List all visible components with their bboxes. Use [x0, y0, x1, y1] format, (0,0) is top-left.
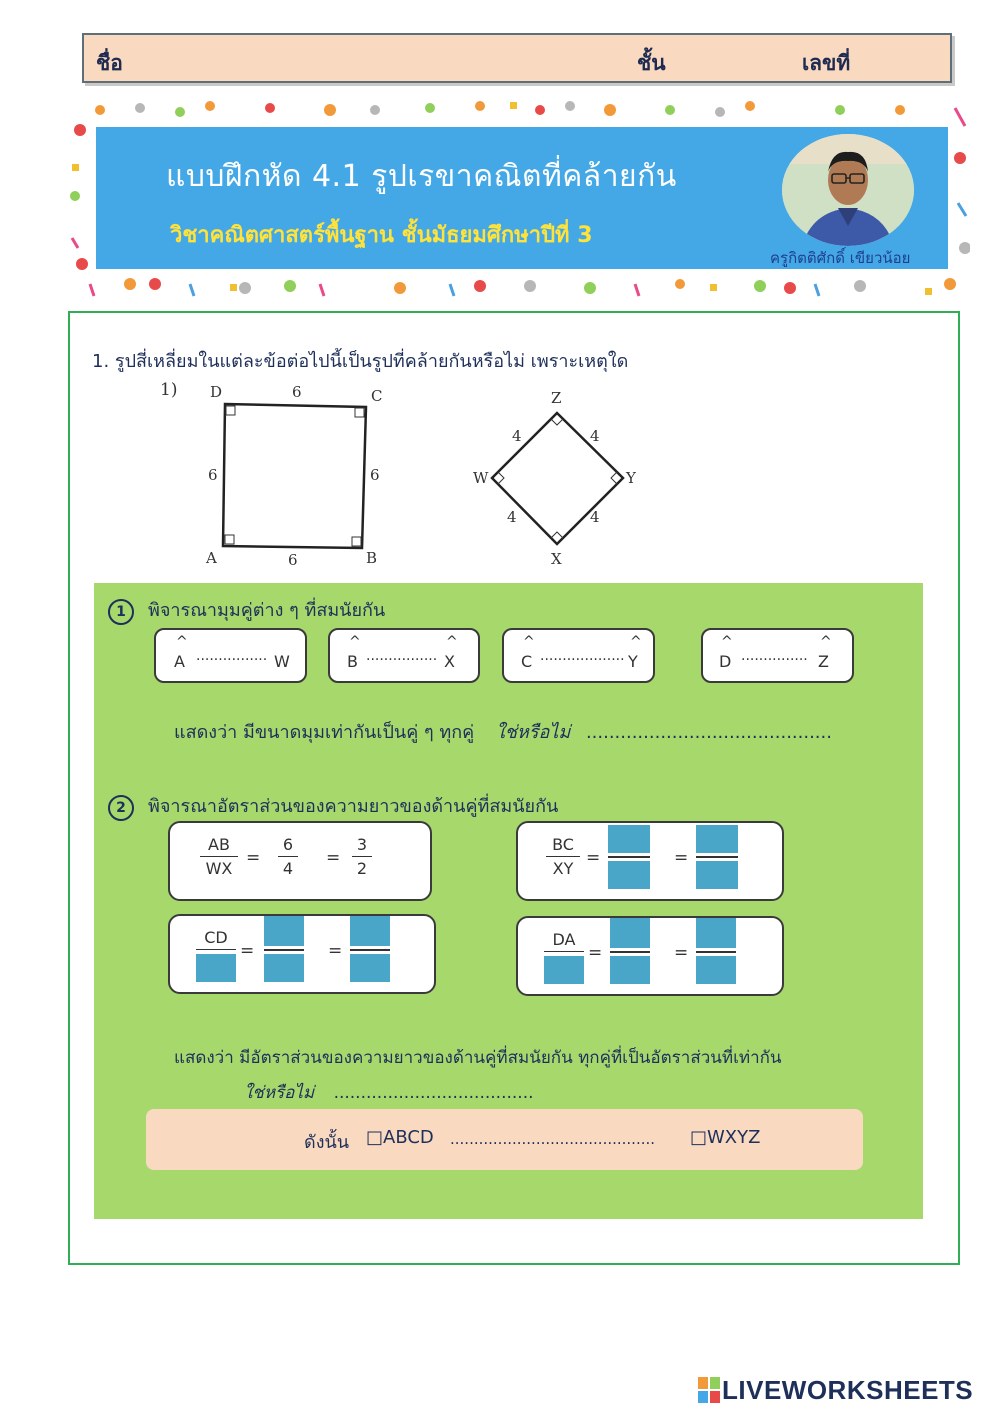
step2-show-text: แสดงว่า มีอัตราส่วนของความยาวของด้านคู่ที่สมนัยกัน ทุกคู่ที่เป็นอัตราส่วนที่เท่ากัน: [174, 1048, 782, 1068]
angle-right: Z: [818, 652, 829, 671]
conclusion-box: [146, 1109, 863, 1170]
vertex-y: Y: [626, 469, 636, 487]
liveworksheets-logo: [698, 1375, 973, 1406]
blank-numerator[interactable]: [696, 825, 738, 853]
ratio-cd: [168, 914, 436, 994]
angle-pair-b-x: [328, 628, 480, 683]
blank-denominator[interactable]: [610, 956, 650, 984]
step1-yes-no: ใช่หรือไม่: [495, 722, 571, 743]
conclusion-answer-blank[interactable]: ...........................................: [450, 1130, 656, 1148]
blank-denominator[interactable]: [608, 861, 650, 889]
side-yx: 4: [590, 508, 600, 526]
hat-mark: ^: [630, 634, 642, 650]
fraction-bar: [264, 949, 304, 951]
side-da: 6: [208, 466, 218, 484]
angle-pair-a-w: [154, 628, 307, 683]
equals-sign: =: [240, 941, 255, 961]
vertex-c: C: [371, 387, 383, 405]
equals-sign: =: [586, 848, 601, 868]
angle-pair-d-z: [701, 628, 854, 683]
angle-pair-c-y: [502, 628, 655, 683]
question-text: 1. รูปสี่เหลี่ยมในแต่ละข้อต่อไปนี้เป็นรูปที่คล้ายกันหรือไม่ เพราะเหตุใด: [92, 351, 629, 372]
figures-diagram: [190, 378, 670, 578]
fraction-3-2: [352, 835, 372, 878]
shape-wxyz: □WXYZ: [690, 1127, 761, 1148]
side-ab: 6: [288, 551, 298, 569]
worksheet-subtitle: วิชาคณิตศาสตร์พื้นฐาน ชั้นมัธยมศึกษาปีที่ 3: [170, 223, 593, 248]
hat-mark: ^: [523, 634, 535, 650]
numerator: CD: [196, 928, 236, 950]
blank-denominator[interactable]: [264, 954, 304, 982]
fraction-da: [544, 930, 584, 952]
fraction-bar: [610, 951, 650, 953]
step2-conclusion: [244, 1079, 534, 1106]
angle-right: Y: [628, 652, 638, 671]
blank-numerator[interactable]: [608, 825, 650, 853]
hat-mark: ^: [349, 634, 361, 650]
denominator: WX: [205, 859, 233, 878]
ratio-ab-wx: [168, 821, 432, 901]
step2-number: 2: [108, 795, 134, 821]
equals-sign: =: [328, 941, 343, 961]
blank-numerator[interactable]: [264, 916, 304, 946]
answer-blank[interactable]: ................: [196, 648, 268, 664]
step1-title: พิจารณามุมคู่ต่าง ๆ ที่สมนัยกัน: [148, 600, 386, 621]
teacher-name: ครูกิตติศักดิ์ เขียวน้อย: [770, 249, 911, 267]
side-wz: 4: [512, 427, 522, 445]
fraction-bar: [696, 856, 738, 858]
answer-blank[interactable]: ...................: [540, 648, 625, 664]
blank-denominator[interactable]: [350, 954, 390, 982]
equals-sign: =: [326, 848, 341, 868]
step2-heading: [108, 791, 558, 821]
angle-right: W: [274, 652, 290, 671]
logo-icon: [698, 1377, 720, 1403]
ratio-da: [516, 916, 784, 996]
equals-sign: =: [588, 943, 603, 963]
rhombus-wxyz: [473, 389, 637, 568]
sub-question-label: 1): [160, 380, 178, 400]
number-label: เลขที่: [802, 51, 851, 75]
fraction-ab-wx: [200, 835, 238, 878]
step2-yes-no: ใช่หรือไม่: [244, 1083, 315, 1103]
side-cb: 6: [370, 466, 380, 484]
step1-number: 1: [108, 599, 134, 625]
numerator: DA: [544, 930, 584, 952]
denominator: 2: [356, 859, 368, 878]
fraction-bar: [696, 951, 736, 953]
fraction-bar: [608, 856, 650, 858]
vertex-b: B: [366, 549, 378, 567]
fraction-6-4: [278, 835, 298, 878]
hat-mark: ^: [446, 634, 458, 650]
numerator: AB: [200, 835, 238, 857]
vertex-w: W: [473, 469, 489, 487]
side-dc: 6: [292, 383, 302, 401]
numerator: 6: [278, 835, 298, 857]
conclusion-prefix: ดังนั้น: [304, 1132, 350, 1153]
fraction-cd: [196, 928, 236, 950]
step1-heading: [108, 595, 385, 625]
student-info-bar: [82, 33, 952, 83]
numerator: 3: [352, 835, 372, 857]
equals-sign: =: [674, 943, 689, 963]
step2-answer-blank[interactable]: .....................................: [333, 1083, 534, 1103]
worksheet-title: แบบฝึกหัด 4.1 รูปเรขาคณิตที่คล้ายกัน: [166, 159, 677, 194]
equals-sign: =: [246, 848, 261, 868]
step1-show-text: แสดงว่า มีขนาดมุมเท่ากันเป็นคู่ ๆ ทุกคู่: [174, 722, 475, 743]
blank-denominator[interactable]: [696, 861, 738, 889]
vertex-x: X: [551, 550, 562, 568]
vertex-z: Z: [551, 389, 562, 407]
blank-numerator[interactable]: [696, 918, 736, 948]
teacher-avatar: [782, 134, 914, 246]
fraction-bar: [350, 949, 390, 951]
blank-denominator[interactable]: [544, 956, 584, 984]
angle-left: C: [521, 652, 533, 671]
angle-right: X: [444, 652, 455, 671]
hat-mark: ^: [820, 634, 832, 650]
angle-left: A: [174, 652, 185, 671]
class-label: ชั้น: [637, 51, 666, 75]
angle-left: D: [719, 652, 732, 671]
step1-answer-blank[interactable]: ...........................................: [585, 722, 832, 743]
vertex-a: A: [206, 549, 217, 567]
logo-text: LIVEWORKSHEETS: [722, 1375, 974, 1405]
numerator: BC: [546, 835, 580, 857]
side-xw: 4: [507, 508, 517, 526]
fraction-bc-xy: [546, 835, 580, 878]
ratio-bc-xy: [516, 821, 784, 901]
shape-abcd: □ABCD: [366, 1127, 434, 1148]
vertex-d: D: [210, 383, 223, 401]
side-zy: 4: [590, 427, 600, 445]
equals-sign: =: [674, 848, 689, 868]
step1-conclusion: [174, 717, 832, 746]
angle-left: B: [347, 652, 358, 671]
denominator: XY: [552, 859, 574, 878]
name-label: ชื่อ: [96, 51, 123, 75]
answer-blank[interactable]: ................: [366, 648, 438, 664]
hat-mark: ^: [176, 634, 188, 650]
hat-mark: ^: [721, 634, 733, 650]
square-abcd: [205, 383, 382, 569]
blank-numerator[interactable]: [610, 918, 650, 948]
step2-title: พิจารณาอัตราส่วนของความยาวของด้านคู่ที่สมนัยกัน: [148, 796, 559, 817]
denominator: 4: [282, 859, 294, 878]
blank-numerator[interactable]: [350, 916, 390, 946]
blank-denominator[interactable]: [696, 956, 736, 984]
blank-denominator[interactable]: [196, 954, 236, 982]
answer-blank[interactable]: ...............: [741, 648, 808, 664]
